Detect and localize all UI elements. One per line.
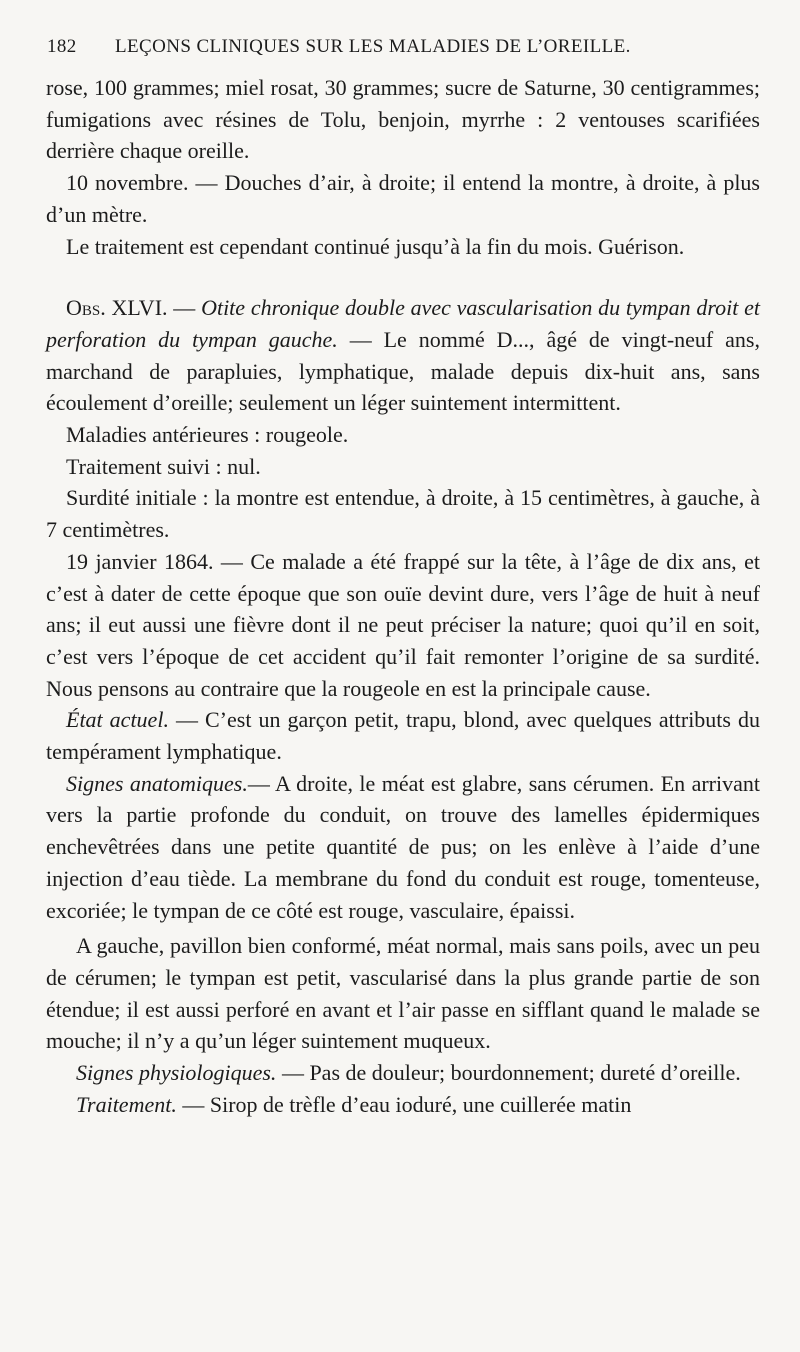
anatomical-signs-text: — A droite, le méat est glabre, sans cérumen. En arrivant vers la partie profonde du conduit, on trouve des lamelles épidermiques enchevêtrées dans une petite quantité de pus; on les enlève à l’aide d’une injection d’eau tiède. La membrane du fond du conduit est rouge, tomenteuse, excoriée; le tympan de ce côté est rouge, vasculaire, épaissi. — [46, 770, 760, 923]
paragraph-treatment — [46, 1089, 760, 1121]
paragraph-continuation: rose, 100 grammes; miel rosat, 30 grammes; sucre de Saturne, 30 centigrammes; fumigations avec résines de Tolu, benjoin, myrrhe : 2 ventouses scarifiées derrière chaque oreille. — [46, 75, 760, 164]
paragraph-current-state — [46, 704, 760, 767]
treatment-text: — Sirop de trèfle d’eau ioduré, une cuillerée matin — [176, 1091, 632, 1117]
anatomical-signs-label: Signes anatomiques. — [66, 770, 248, 796]
observation-text: — Le nommé D..., âgé de vingt-neuf ans, marchand de parapluies, lymphatique, malade depuis dix-huit ans, sans écoulement d’oreille; seulement un léger suintement intermittent. — [46, 326, 760, 416]
physiological-signs-label: Signes physiologiques. — [76, 1060, 277, 1086]
section-gap — [46, 262, 760, 292]
paragraph-anatomical-signs — [46, 768, 760, 927]
paragraph-left-ear: A gauche, pavillon bien conformé, méat normal, mais sans poils, avec un peu de cérumen; le tympan est petit, vascularisé dans la plus grande partie de son étendue; il est aussi perforé en avant et l’air passe en sifflant quand le malade se mouche; il n’y a qu’un léger suintement muqueux. — [46, 933, 760, 1054]
treatment-label: Traitement. — [76, 1091, 177, 1117]
observation-title: Otite chronique double avec vascularisation du tympan droit et perforation du tympan gauche. — [46, 295, 760, 352]
paragraph-prior-treatment: Traitement suivi : nul. — [66, 453, 261, 479]
current-state-text: — C’est un garçon petit, trapu, blond, avec quelques attributs du tempérament lymphatique. — [46, 707, 761, 765]
paragraph-physiological-signs — [46, 1057, 760, 1089]
current-state-label: État actuel. — [66, 707, 169, 733]
page-header — [47, 36, 687, 58]
paragraph-treatment-continued: Le traitement est cependant continué jusqu’à la fin du mois. Guérison. — [66, 233, 685, 259]
paragraph-january: 19 janvier 1864. — Ce malade a été frappé sur la tête, à l’âge de dix ans, et c’est à dater de cette époque que son ouïe devint dure, vers l’âge de huit à neuf ans; il eut aussi une fièvre dont il ne peut préciser la nature; quoi qu’il en soit, c’est vers l’époque de cet accident qu’il fait remonter l’origine de sa surdité. Nous pensons au contraire que la rougeole en est la principale cause. — [46, 548, 760, 701]
observation-heading — [46, 292, 760, 419]
physiological-signs-text: — Pas de douleur; bourdonnement; dureté d’oreille. — [276, 1060, 741, 1086]
running-title: LEÇONS CLINIQUES SUR LES MALADIES DE L’OREILLE. — [115, 36, 631, 57]
page-body — [46, 72, 760, 1121]
observation-dash: — — [167, 295, 202, 321]
paragraph-prior-diseases: Maladies antérieures : rougeole. — [66, 422, 349, 448]
observation-label: Obs. XLVI. — [66, 295, 168, 321]
paragraph-november: 10 novembre. — Douches d’air, à droite; il entend la montre, à droite, à plus d’un mètre. — [46, 170, 760, 227]
paragraph-initial-deafness: Surdité initiale : la montre est entendue, à droite, à 15 centimètres, à gauche, à 7 centimètres. — [46, 485, 760, 543]
page-number: 182 — [47, 36, 77, 57]
